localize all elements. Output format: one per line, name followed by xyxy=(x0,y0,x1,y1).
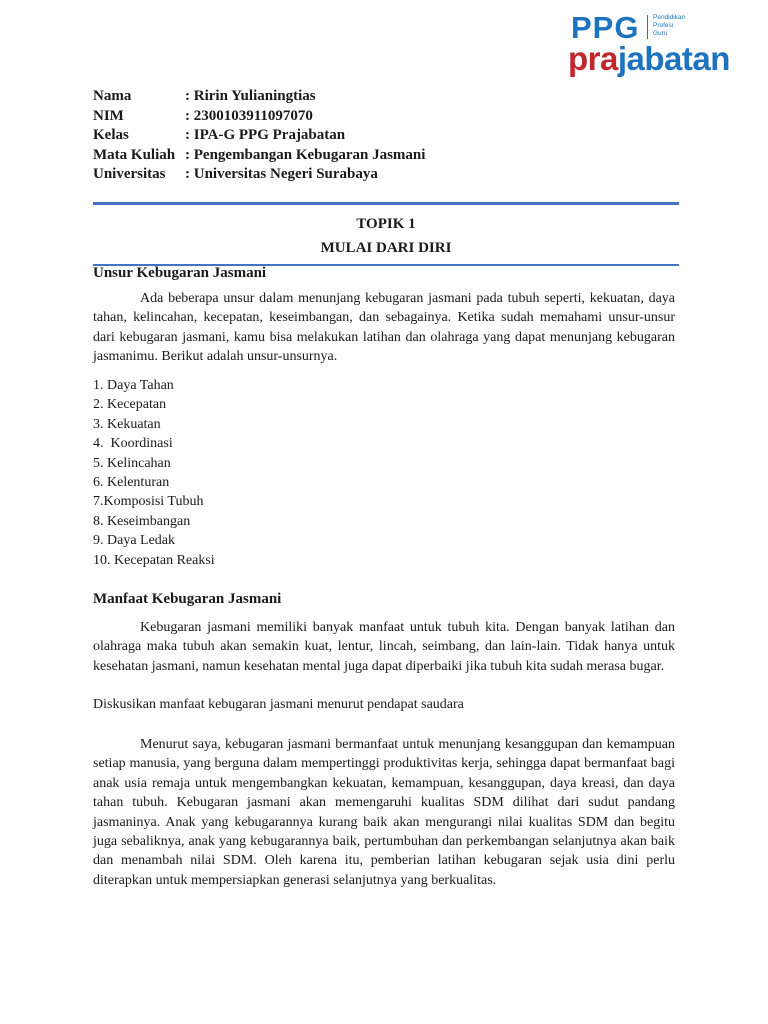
info-label: Nama xyxy=(93,88,132,104)
ppg-prajabatan-logo xyxy=(568,10,758,80)
logo-subtitle-line: Guru xyxy=(653,30,668,37)
student-info xyxy=(93,87,425,185)
list-item: 7.Komposisi Tubuh xyxy=(93,494,204,510)
info-label: NIM xyxy=(93,107,124,124)
section-heading-manfaat: Manfaat Kebugaran Jasmani xyxy=(93,591,282,607)
list-item: 9. Daya Ledak xyxy=(93,533,176,549)
list-item: 5. Kelincahan xyxy=(93,455,171,471)
logo-ppg-text: PPG xyxy=(571,10,640,45)
info-value: : 2300103911097070 xyxy=(185,107,313,124)
list-item: 6. Kelenturan xyxy=(93,475,170,491)
info-row-nim xyxy=(93,107,425,127)
topic-subtitle: MULAI DARI DIRI xyxy=(320,240,452,256)
list-item: 2. Kecepatan xyxy=(93,397,167,413)
section-heading-unsur: Unsur Kebugaran Jasmani xyxy=(93,265,267,281)
list-item: 1. Daya Tahan xyxy=(93,378,174,393)
list-item: 4. Koordinasi xyxy=(93,436,173,452)
info-label: Universitas xyxy=(93,166,166,182)
list-item: 8. Keseimbangan xyxy=(93,513,191,529)
info-value: : Ririn Yulianingtias xyxy=(185,88,316,104)
info-row-mata-kuliah xyxy=(93,146,425,166)
unsur-list xyxy=(93,376,215,570)
info-row-nama xyxy=(93,87,425,107)
logo-wordmark xyxy=(568,42,730,75)
info-label: Mata Kuliah xyxy=(93,146,176,163)
info-value: : IPA-G PPG Prajabatan xyxy=(185,127,346,143)
answer-paragraph: Menurut saya, kebugaran jasmani bermanfaat untuk menunjang kesanggupan dan kemampuan setiap manusia, yang berguna dalam mempertinggi produktivitas kerja, sehingga dapat bermanfaat bagi anak usia remaja untuk mengembangkan kekuatan, kemampuan, kesanggupan, daya kreasi, dan daya tahan tubuh. Kebugaran jasmani akan memengaruhi kualitas SDM dilihat dari sudut pandang jasmaninya. Anak yang kebugarannya kurang baik akan mengurangi nilai kualitas SDM dan begitu juga sebaliknya, anak yang kebugarannya baik, pertumbuhan dan perkembangan selanjutnya akan baik dan menambah nilai SDM. Oleh karena itu, pemberian latihan kebugaran sejak usia dini perlu diterapkan untuk mempersiapkan generasi selanjutnya yang berkualitas. xyxy=(93,737,675,888)
top-divider xyxy=(93,202,679,205)
list-item: 10. Kecepatan Reaksi xyxy=(93,552,215,568)
info-row-kelas xyxy=(93,126,425,146)
logo-word-pra: pra xyxy=(568,40,618,77)
unsur-paragraph: Ada beberapa unsur dalam menunjang kebugaran jasmani pada tubuh seperti, kekuatan, daya tahan, kelincahan, kecepatan, keseimbangan, dan sebagainya. Ketika sudah memahami unsur-unsur dari kebugaran jasmani, kamu bisa melakukan latihan dan olahraga yang dapat menunjang kebugaran jasmanimu. Berikut adalah unsur-unsurnya. xyxy=(93,291,675,365)
logo-subtitle-line: Pendidikan xyxy=(653,14,686,21)
logo-subtitle xyxy=(653,14,685,38)
info-row-universitas xyxy=(93,165,425,185)
manfaat-paragraph: Kebugaran jasmani memiliki banyak manfaat untuk tubuh kita. Dengan banyak latihan dan olahraga maka tubuh akan semakin kuat, lentur, lincah, seimbang, dan lain-lain. Tidak hanya untuk kesehatan jasmani, namun kesehatan mental juga dapat diperbaiki jika tubuh kita sudah merasa bugar. xyxy=(93,620,675,674)
info-value: : Pengembangan Kebugaran Jasmani xyxy=(185,146,426,163)
logo-subtitle-line: Profesi xyxy=(653,22,674,29)
discussion-prompt: Diskusikan manfaat kebugaran jasmani menurut pendapat saudara xyxy=(93,697,464,712)
logo-divider xyxy=(647,15,648,39)
logo-word-jabatan: jabatan xyxy=(617,40,730,77)
info-value: : Universitas Negeri Surabaya xyxy=(185,166,378,182)
list-item: 3. Kekuatan xyxy=(93,416,161,432)
info-label: Kelas xyxy=(93,127,129,143)
topic-title: TOPIK 1 xyxy=(356,216,416,232)
